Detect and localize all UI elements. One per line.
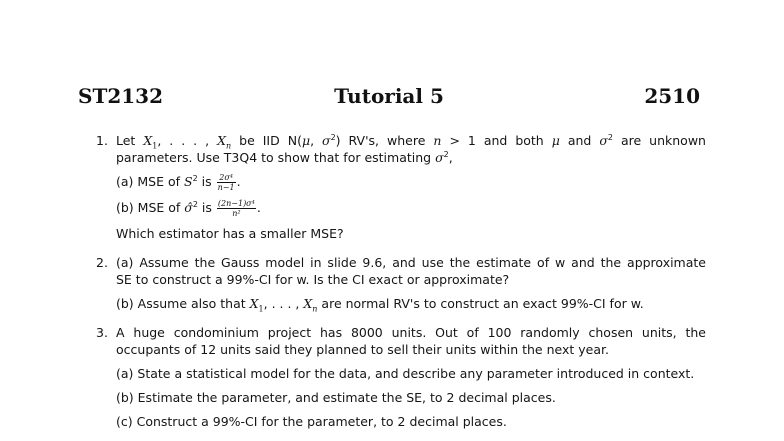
question-1-line-1: Let $X_1$, . . . , $X_n$ be IID N(μ, $\sigma^2$) RV's, where n > 1 and both μ and $\sigma^2$ are unknown (116, 132, 706, 151)
question-2 (96, 254, 706, 312)
question-number: 2. (96, 255, 108, 270)
question-1-part-b: (b) MSE of σ̂$^2$ is $\frac{\text{(2n−1)σ⁴}}{\text{n²}}$ . (116, 199, 261, 218)
question-2-part-a-line-1: (a) Assume the Gauss model in slide 9.6, and use the estimate of w and the approximate (116, 255, 706, 270)
question-2-part-b: (b) Assume also that $X_1$, . . . , $X_n$ are normal RV's to construct an exact 99%-CI for w. (116, 296, 644, 314)
question-number: 1. (96, 133, 108, 148)
question-3-line-2: occupants of 12 units said they planned to sell their units within the next year. (116, 342, 609, 357)
question-number: 3. (96, 325, 108, 340)
question-1-closing: Which estimator has a smaller MSE? (116, 226, 344, 241)
question-3-part-b: (b) Estimate the parameter, and estimate the SE, to 2 decimal places. (116, 390, 556, 405)
question-list (96, 132, 706, 430)
question-3-part-a: (a) State a statistical model for the data, and describe any parameter introduced in context. (116, 366, 695, 381)
question-1-part-a: (a) MSE of $S^2$ is $\frac{\text{2σ⁴}}{n-1}$ . (116, 173, 241, 192)
fraction: $\frac{\text{2σ⁴}}{n-1}$ (217, 173, 235, 192)
question-1-line-2: parameters. Use T3Q4 to show that for estimating $\sigma^2$, (116, 149, 453, 165)
question-3 (96, 324, 706, 430)
fraction: $\frac{\text{(2n−1)σ⁴}}{\text{n²}}$ (217, 199, 255, 218)
question-2-part-a-line-2: SE to construct a 99%-CI for w. Is the CI exact or approximate? (116, 272, 510, 287)
question-1 (96, 132, 706, 242)
question-3-part-c: (c) Construct a 99%-CI for the parameter, to 2 decimal places. (116, 414, 507, 429)
tutorial-title: Tutorial 5 (334, 84, 444, 108)
course-code: ST2132 (78, 84, 163, 108)
term-code: 2510 (644, 84, 700, 108)
question-3-line-1: A huge condominium project has 8000 units. Out of 100 randomly chosen units, the (116, 325, 706, 340)
page-header (78, 84, 700, 110)
